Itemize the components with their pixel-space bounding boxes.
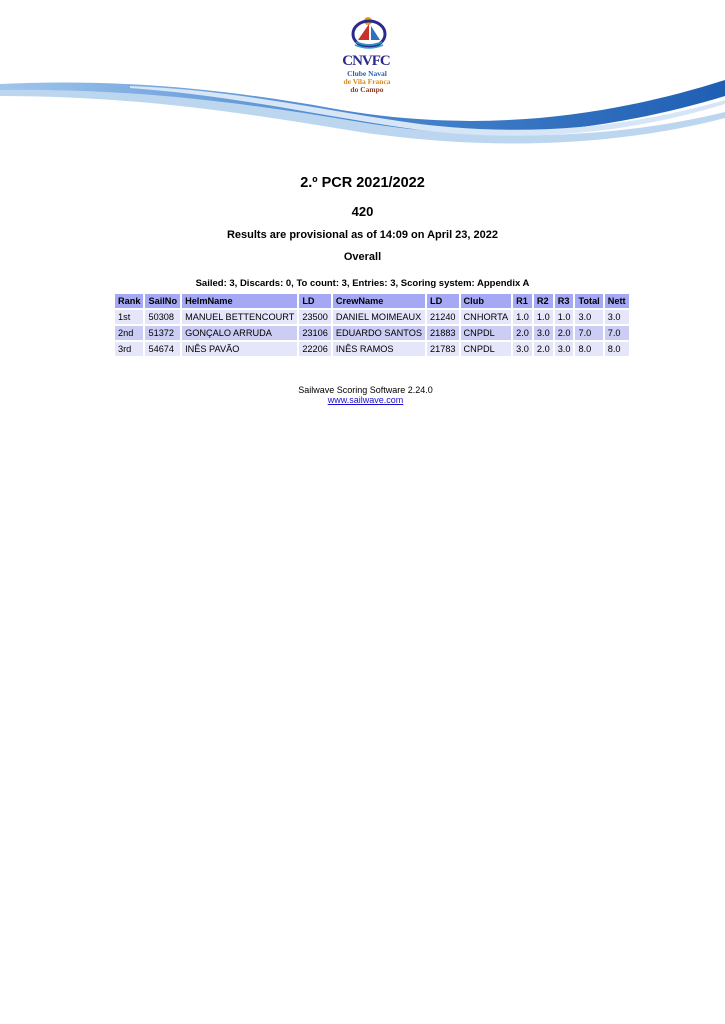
header-club: Club bbox=[461, 294, 512, 308]
cell-nett: 3.0 bbox=[605, 310, 629, 324]
table-row bbox=[115, 342, 629, 356]
cell-nett: 8.0 bbox=[605, 342, 629, 356]
header-crewname: CrewName bbox=[333, 294, 425, 308]
cell-r1: 2.0 bbox=[513, 326, 532, 340]
software-credit: Sailwave Scoring Software 2.24.0 bbox=[298, 385, 433, 395]
cell-rank: 3rd bbox=[115, 342, 143, 356]
logo-line-3: do Campo bbox=[350, 85, 384, 94]
cell-sailno: 51372 bbox=[145, 326, 180, 340]
logo-line-1: Clube Naval bbox=[347, 69, 387, 78]
cell-helmname: GONÇALO ARRUDA bbox=[182, 326, 297, 340]
cell-r2: 3.0 bbox=[534, 326, 553, 340]
header-total: Total bbox=[575, 294, 602, 308]
cell-crewname: DANIEL MOIMEAUX bbox=[333, 310, 425, 324]
table-row bbox=[115, 326, 629, 340]
cell-helm-ld: 23500 bbox=[299, 310, 331, 324]
header-crew-ld: LD bbox=[427, 294, 459, 308]
header-sailno: SailNo bbox=[145, 294, 180, 308]
logo-line-2: de Vila Franca bbox=[343, 77, 391, 86]
results-status: Results are provisional as of 14:09 on April 23, 2022 bbox=[226, 229, 499, 241]
scoring-summary: Sailed: 3, Discards: 0, To count: 3, Entries: 3, Scoring system: Appendix A bbox=[195, 278, 530, 289]
event-title: 2.º PCR 2021/2022 bbox=[300, 175, 425, 191]
cell-rank: 2nd bbox=[115, 326, 143, 340]
footer bbox=[0, 385, 725, 405]
cell-crewname: INÊS RAMOS bbox=[333, 342, 425, 356]
cell-total: 7.0 bbox=[575, 326, 602, 340]
cell-helmname: INÊS PAVÃO bbox=[182, 342, 297, 356]
cell-r1: 3.0 bbox=[513, 342, 532, 356]
fleet-name: Overall bbox=[343, 251, 382, 263]
cell-helmname: MANUEL BETTENCOURT bbox=[182, 310, 297, 324]
cell-crew-ld: 21783 bbox=[427, 342, 459, 356]
logo-club-name bbox=[336, 70, 398, 94]
table-header-row bbox=[115, 294, 629, 308]
cell-club: CNHORTA bbox=[461, 310, 512, 324]
cell-r2: 1.0 bbox=[534, 310, 553, 324]
class-name: 420 bbox=[351, 204, 374, 219]
cell-crewname: EDUARDO SANTOS bbox=[333, 326, 425, 340]
cell-nett: 7.0 bbox=[605, 326, 629, 340]
logo-abbreviation: CNVFC bbox=[342, 53, 390, 69]
header-rank: Rank bbox=[115, 294, 143, 308]
cell-crew-ld: 21883 bbox=[427, 326, 459, 340]
cell-r3: 3.0 bbox=[555, 342, 574, 356]
cell-r3: 2.0 bbox=[555, 326, 574, 340]
header-helmname: HelmName bbox=[182, 294, 297, 308]
header-helm-ld: LD bbox=[299, 294, 331, 308]
cell-total: 8.0 bbox=[575, 342, 602, 356]
cell-club: CNPDL bbox=[461, 326, 512, 340]
header-r2: R2 bbox=[534, 294, 553, 308]
cell-r2: 2.0 bbox=[534, 342, 553, 356]
sailwave-link[interactable]: www.sailwave.com bbox=[327, 395, 404, 405]
cell-helm-ld: 22206 bbox=[299, 342, 331, 356]
results-table bbox=[113, 292, 631, 358]
cell-r1: 1.0 bbox=[513, 310, 532, 324]
table-row bbox=[115, 310, 629, 324]
header-r3: R3 bbox=[555, 294, 574, 308]
cell-sailno: 50308 bbox=[145, 310, 180, 324]
header-nett: Nett bbox=[605, 294, 629, 308]
cell-sailno: 54674 bbox=[145, 342, 180, 356]
cell-crew-ld: 21240 bbox=[427, 310, 459, 324]
header-r1: R1 bbox=[513, 294, 532, 308]
cell-total: 3.0 bbox=[575, 310, 602, 324]
cell-r3: 1.0 bbox=[555, 310, 574, 324]
cell-club: CNPDL bbox=[461, 342, 512, 356]
cell-rank: 1st bbox=[115, 310, 143, 324]
cell-helm-ld: 23106 bbox=[299, 326, 331, 340]
